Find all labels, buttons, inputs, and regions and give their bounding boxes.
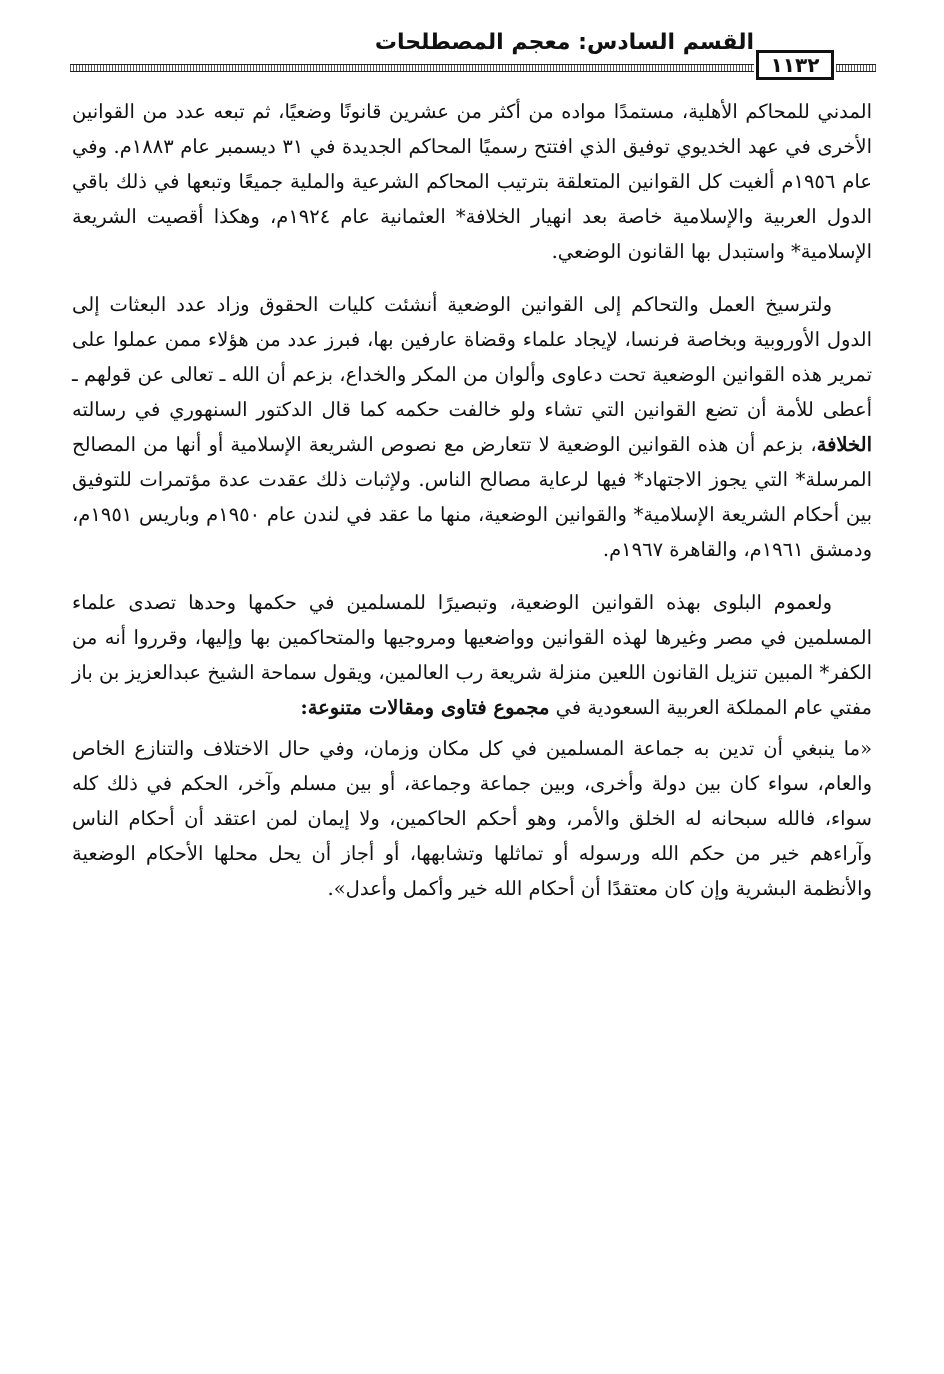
paragraph-2: [72, 287, 872, 567]
paragraph-1: المدني للمحاكم الأهلية، مستمدًا مواده من أكثر من عشرين قانونًا وضعيًا، ثم تبعه عدد من القوانين الأخرى في عهد الخديوي توفيق الذي افتتح رسميًا المحاكم الجديدة في ٣١ ديسمبر عام ١٨٨٣م. وفي عام ١٩٥٦م ألغيت كل القوانين المتعلقة بترتيب المحاكم الشرعية والملية جميعًا وتبعها في ذلك باقي الدول العربية والإسلامية خاصة بعد انهيار الخلافة* العثمانية عام ١٩٢٤م، وهكذا أقصيت الشريعة الإسلامية* واستبدل بها القانون الوضعي.: [72, 100, 873, 263]
quotation-paragraph: «ما ينبغي أن تدين به جماعة المسلمين في كل مكان وزمان، وفي حال الاختلاف والتنازع الخاص والعام، سواء كان بين دولة وأخرى، وبين جماعة وجماعة، أو بين مسلم وآخر، الحكم في ذلك كله سواء، فالله سبحانه له الخلق والأمر، وهو أحكم الحاكمين، ولا إيمان لمن اعتقد أن أحكام الناس وآراءهم خير من حكم الله ورسوله أو تماثلها وتشابهها، أو أجاز أن يحل محلها الأحكام الوضعية والأنظمة البشرية وإن كان معتقدًا أن أحكام الله خير وأكمل وأعدل».: [72, 737, 872, 900]
paragraph-2-text-b: ، بزعم أن هذه القوانين الوضعية لا تتعارض مع نصوص الشريعة الإسلامية أو أنها من المصالح المرسلة* التي يجوز الاجتهاد* فيها لرعاية مصالح الناس. ولإثبات ذلك عقدت عدة مؤتمرات للتوفيق بين أحكام الشريعة الإسلامية* والقوانين الوضعية، منها ما عقد في لندن عام ١٩٥٠م وباريس ١٩٥١م، ودمشق ١٩٦١م، والقاهرة ١٩٦٧م.: [72, 433, 872, 561]
book-title-majmu-fatawa: مجموع فتاوى ومقالات متنوعة:: [300, 696, 550, 719]
header-rule: [70, 64, 754, 72]
paragraph-3: [72, 585, 872, 725]
page-body: [72, 94, 872, 906]
header-rule-right: [836, 64, 876, 72]
paragraph-2-text-a: ولترسيخ العمل والتحاكم إلى القوانين الوضعية أنشئت كليات الحقوق وزاد عدد البعثات إلى الدول الأوروبية وبخاصة فرنسا، لإيجاد علماء وقضاة عارفين بها، فبرز عدد من هؤلاء ممن عملوا على تمرير هذه القوانين الوضعية تحت دعاوى وألوان من المكر والخداع، بزعم أن الله ـ تعالى عن قولهم ـ أعطى للأمة أن تضع القوانين التي تشاء ولو خالفت حكمه كما قال الدكتور السنهوري في رسالته: [72, 293, 872, 421]
page-header: [70, 28, 876, 80]
page-number: ١١٣٢: [756, 50, 834, 80]
book-title-khilafa: الخلافة: [816, 433, 872, 456]
paragraph-3-text: ولعموم البلوى بهذه القوانين الوضعية، وتبصيرًا للمسلمين في حكمها وحدها تصدى علماء المسلمين في مصر وغيرها لهذه القوانين وواضعيها ومروجيها والمتحاكمين بها وإليها، وقرروا أنه من الكفر* المبين تنزيل القانون اللعين منزلة شريعة رب العالمين، ويقول سماحة الشيخ عبدالعزيز بن باز مفتي عام المملكة العربية السعودية في: [72, 591, 872, 719]
section-title: القسم السادس: معجم المصطلحات: [374, 30, 754, 55]
